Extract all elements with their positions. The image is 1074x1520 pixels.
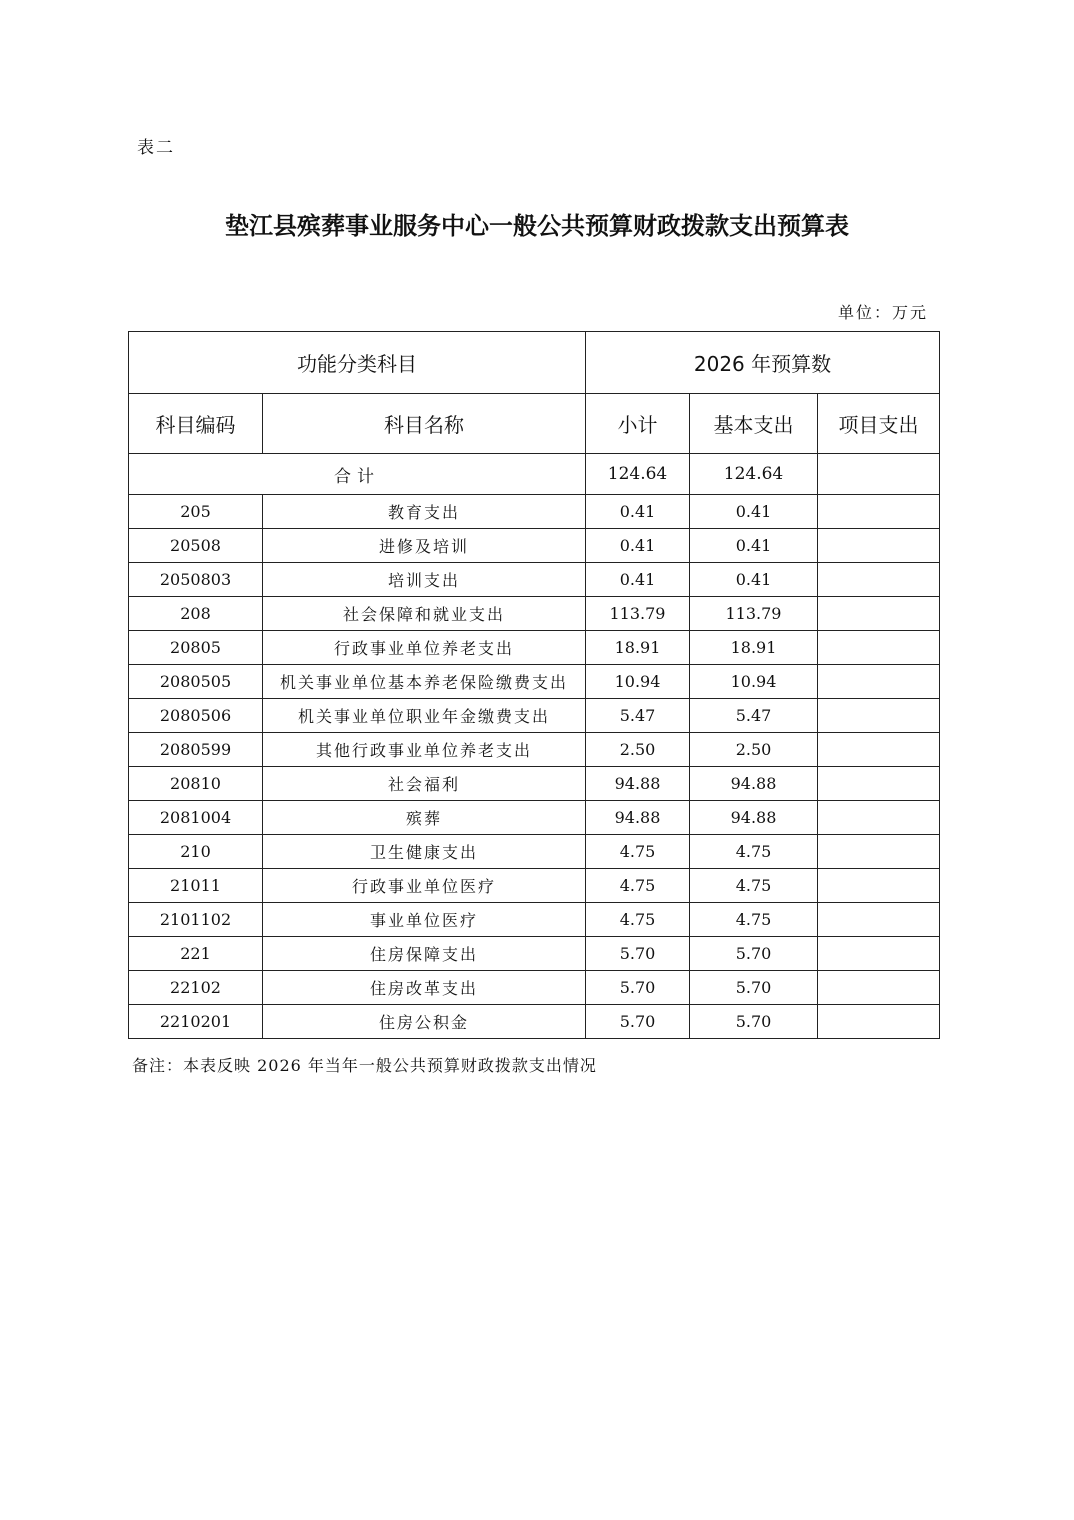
cell-subject-name: 事业单位医疗 <box>263 903 586 937</box>
cell-subject-name: 住房公积金 <box>263 1005 586 1039</box>
cell-subtotal: 5.70 <box>586 937 690 971</box>
cell-subject-code: 2081004 <box>129 801 263 835</box>
cell-subject-name: 培训支出 <box>263 563 586 597</box>
table-row <box>129 563 940 597</box>
total-row <box>129 454 940 495</box>
cell-basic-expenditure: 4.75 <box>690 869 818 903</box>
cell-subtotal: 113.79 <box>586 597 690 631</box>
cell-subtotal: 5.47 <box>586 699 690 733</box>
cell-basic-expenditure: 18.91 <box>690 631 818 665</box>
cell-project-expenditure <box>818 869 940 903</box>
cell-basic-expenditure: 113.79 <box>690 597 818 631</box>
cell-subtotal: 18.91 <box>586 631 690 665</box>
cell-subject-code: 221 <box>129 937 263 971</box>
header-functional-classification: 功能分类科目 <box>129 332 586 394</box>
table-row <box>129 597 940 631</box>
total-project <box>818 454 940 495</box>
cell-subject-name: 卫生健康支出 <box>263 835 586 869</box>
table-row <box>129 835 940 869</box>
cell-subject-code: 2101102 <box>129 903 263 937</box>
cell-subject-name: 进修及培训 <box>263 529 586 563</box>
cell-project-expenditure <box>818 801 940 835</box>
table-row <box>129 767 940 801</box>
cell-subtotal: 0.41 <box>586 529 690 563</box>
cell-subject-code: 208 <box>129 597 263 631</box>
table-number-label: 表二 <box>137 138 175 158</box>
cell-subject-code: 21011 <box>129 869 263 903</box>
cell-project-expenditure <box>818 699 940 733</box>
cell-subtotal: 0.41 <box>586 563 690 597</box>
header-project-expenditure: 项目支出 <box>818 394 940 454</box>
table-row <box>129 699 940 733</box>
header-basic-expenditure: 基本支出 <box>690 394 818 454</box>
cell-subject-code: 2210201 <box>129 1005 263 1039</box>
table-row <box>129 903 940 937</box>
table-row <box>129 1005 940 1039</box>
table-row <box>129 733 940 767</box>
budget-table <box>128 331 940 1039</box>
cell-basic-expenditure: 4.75 <box>690 835 818 869</box>
cell-subject-code: 20805 <box>129 631 263 665</box>
header-subtotal: 小计 <box>586 394 690 454</box>
cell-project-expenditure <box>818 631 940 665</box>
cell-subject-code: 2050803 <box>129 563 263 597</box>
document-title: 垫江县殡葬事业服务中心一般公共预算财政拨款支出预算表 <box>225 211 849 240</box>
cell-basic-expenditure: 94.88 <box>690 767 818 801</box>
cell-subtotal: 94.88 <box>586 801 690 835</box>
cell-subject-code: 205 <box>129 495 263 529</box>
cell-subject-name: 殡葬 <box>263 801 586 835</box>
cell-subtotal: 10.94 <box>586 665 690 699</box>
total-basic: 124.64 <box>690 454 818 495</box>
cell-subject-code: 210 <box>129 835 263 869</box>
cell-subject-name: 其他行政事业单位养老支出 <box>263 733 586 767</box>
table-row <box>129 801 940 835</box>
table-row <box>129 665 940 699</box>
cell-subtotal: 5.70 <box>586 1005 690 1039</box>
cell-project-expenditure <box>818 767 940 801</box>
cell-subtotal: 5.70 <box>586 971 690 1005</box>
cell-subject-name: 社会保障和就业支出 <box>263 597 586 631</box>
table-row <box>129 937 940 971</box>
cell-subject-code: 20810 <box>129 767 263 801</box>
cell-project-expenditure <box>818 971 940 1005</box>
total-subtotal: 124.64 <box>586 454 690 495</box>
cell-subject-name: 社会福利 <box>263 767 586 801</box>
cell-subtotal: 4.75 <box>586 835 690 869</box>
table-row <box>129 631 940 665</box>
header-subject-code: 科目编码 <box>129 394 263 454</box>
cell-project-expenditure <box>818 1005 940 1039</box>
cell-subject-code: 22102 <box>129 971 263 1005</box>
cell-project-expenditure <box>818 733 940 767</box>
cell-subject-code: 2080505 <box>129 665 263 699</box>
cell-basic-expenditure: 5.70 <box>690 1005 818 1039</box>
cell-subject-name: 住房改革支出 <box>263 971 586 1005</box>
cell-basic-expenditure: 5.47 <box>690 699 818 733</box>
footnote: 备注：本表反映 2026 年当年一般公共预算财政拨款支出情况 <box>132 1056 597 1075</box>
cell-project-expenditure <box>818 665 940 699</box>
table-row <box>129 869 940 903</box>
header-subject-name: 科目名称 <box>263 394 586 454</box>
table-row <box>129 495 940 529</box>
cell-project-expenditure <box>818 835 940 869</box>
header-budget-year: 2026 年预算数 <box>586 332 940 394</box>
total-label: 合计 <box>129 454 586 495</box>
cell-subtotal: 4.75 <box>586 903 690 937</box>
cell-subtotal: 2.50 <box>586 733 690 767</box>
table-row <box>129 529 940 563</box>
cell-subtotal: 94.88 <box>586 767 690 801</box>
table-row <box>129 971 940 1005</box>
cell-subtotal: 4.75 <box>586 869 690 903</box>
cell-subject-name: 行政事业单位医疗 <box>263 869 586 903</box>
cell-project-expenditure <box>818 529 940 563</box>
cell-project-expenditure <box>818 597 940 631</box>
cell-project-expenditure <box>818 937 940 971</box>
cell-subtotal: 0.41 <box>586 495 690 529</box>
cell-subject-name: 机关事业单位基本养老保险缴费支出 <box>263 665 586 699</box>
cell-basic-expenditure: 94.88 <box>690 801 818 835</box>
cell-subject-name: 机关事业单位职业年金缴费支出 <box>263 699 586 733</box>
cell-subject-code: 20508 <box>129 529 263 563</box>
cell-project-expenditure <box>818 903 940 937</box>
cell-project-expenditure <box>818 563 940 597</box>
cell-project-expenditure <box>818 495 940 529</box>
cell-basic-expenditure: 10.94 <box>690 665 818 699</box>
cell-subject-code: 2080599 <box>129 733 263 767</box>
unit-label: 单位：万元 <box>837 303 928 322</box>
cell-basic-expenditure: 5.70 <box>690 937 818 971</box>
cell-basic-expenditure: 0.41 <box>690 563 818 597</box>
cell-subject-name: 行政事业单位养老支出 <box>263 631 586 665</box>
cell-basic-expenditure: 5.70 <box>690 971 818 1005</box>
cell-basic-expenditure: 2.50 <box>690 733 818 767</box>
cell-basic-expenditure: 0.41 <box>690 495 818 529</box>
cell-subject-name: 教育支出 <box>263 495 586 529</box>
cell-basic-expenditure: 0.41 <box>690 529 818 563</box>
cell-basic-expenditure: 4.75 <box>690 903 818 937</box>
cell-subject-code: 2080506 <box>129 699 263 733</box>
cell-subject-name: 住房保障支出 <box>263 937 586 971</box>
